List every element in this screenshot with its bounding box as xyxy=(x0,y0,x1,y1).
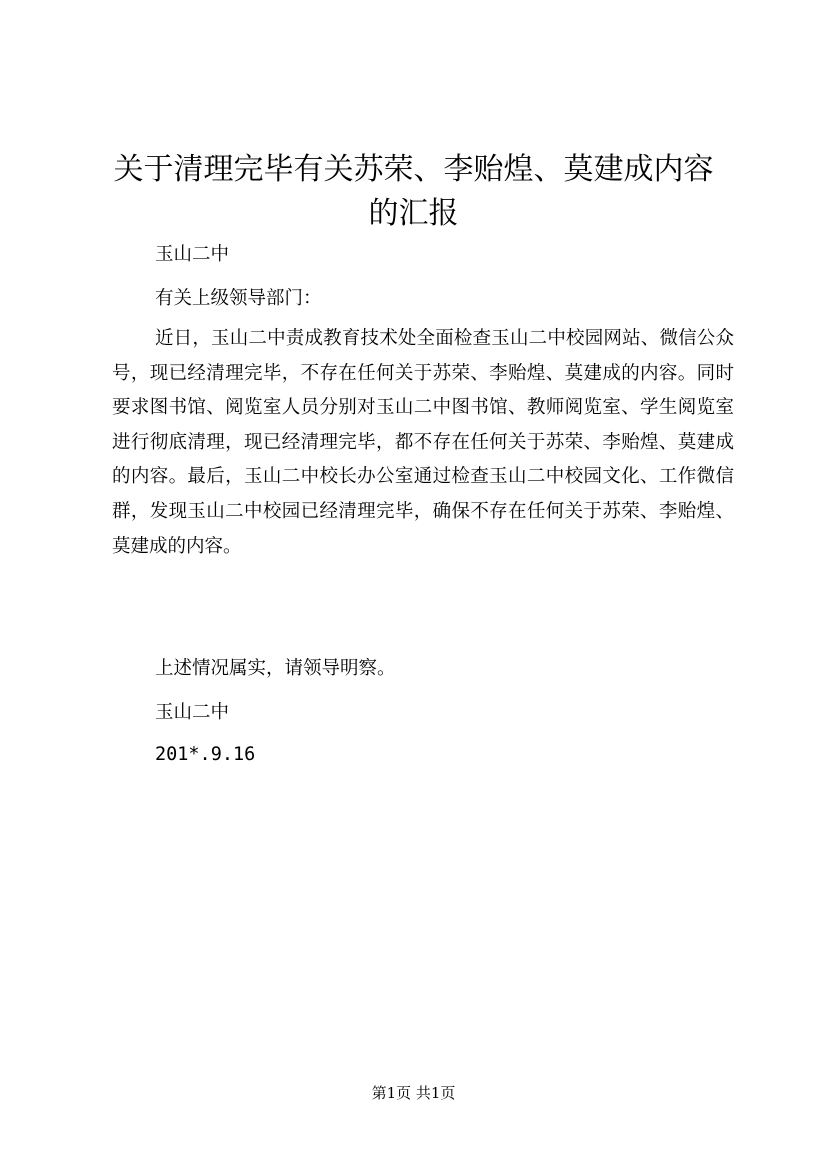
signature-line: 玉山二中 xyxy=(155,702,230,723)
date-line: 201*.9.16 xyxy=(155,744,256,765)
sender-line: 玉山二中 xyxy=(155,244,230,265)
addressee-line: 有关上级领导部门： xyxy=(155,288,322,309)
body-paragraph: 近日，玉山二中责成教育技术处全面检查玉山二中校园网站、微信公众号，现已经清理完毕，不存在任何关于苏荣、李贻煌、莫建成的内容。同时要求图书馆、阅览室人员分别对玉山二中图书馆、教师阅览室、学生阅览室进行彻底清理，现已经清理完毕，都不存在任何关于苏荣、李贻煌、莫建成的内容。最后，玉山二中校长办公室通过检查玉山二中校园文化、工作微信群，发现玉山二中校园已经清理完毕，确保不存在任何关于苏荣、李贻煌、莫建成的内容。 xyxy=(112,328,734,557)
document-title-line2: 的汇报 xyxy=(368,196,459,231)
closing-line: 上述情况属实，请领导明察。 xyxy=(155,658,396,679)
document-title-line1: 关于清理完毕有关苏荣、李贻煌、莫建成内容 xyxy=(113,152,714,187)
page-footer: 第1页 共1页 xyxy=(371,1084,456,1102)
